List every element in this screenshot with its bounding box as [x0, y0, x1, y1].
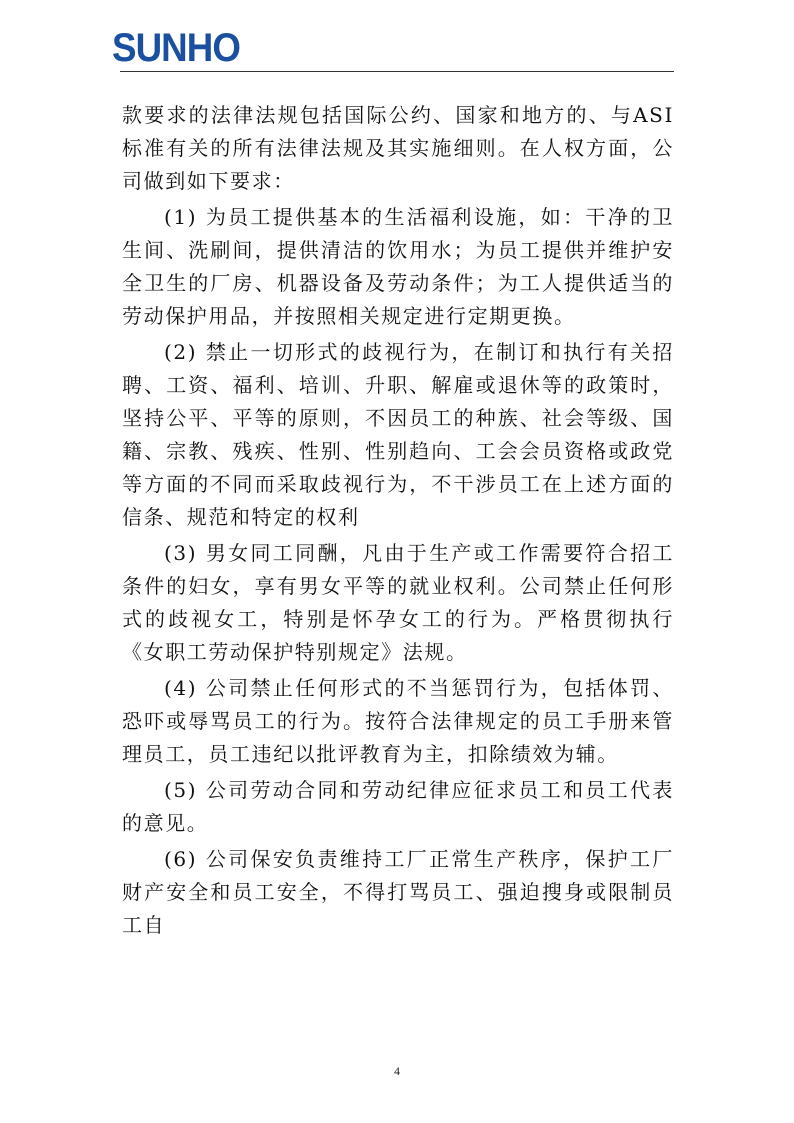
paragraph-intro: 款要求的法律法规包括国际公约、国家和地方的、与ASI标准有关的所有法律法规及其实施细则。在人权方面，公司做到如下要求： [122, 103, 674, 193]
paragraph-item-3: (3) 男女同工同酬，凡由于生产或工作需要符合招工条件的妇女，享有男女平等的就业权利。公司禁止任何形式的歧视女工，特别是怀孕女工的行为。严格贯彻执行《女职工劳动保护特别规定》法规。 [122, 541, 674, 664]
paragraph-item-2: (2) 禁止一切形式的歧视行为，在制订和执行有关招聘、工资、福利、培训、升职、解雇或退休等的政策时，坚持公平、平等的原则，不因员工的种族、社会等级、国籍、宗教、残疾、性别、性别趋向、工会会员资格或政党等方面的不同而采取歧视行为，不干涉员工在上述方面的信条、规范和特定的权利 [122, 340, 674, 529]
paragraph-item-4: (4) 公司禁止任何形式的不当惩罚行为，包括体罚、恐吓或辱骂员工的行为。按符合法律规定的员工手册来管理员工，员工违纪以批评教育为主，扣除绩效为辅。 [122, 676, 674, 766]
document-body [122, 99, 674, 945]
page-header [0, 0, 794, 80]
paragraph-item-5: (5) 公司劳动合同和劳动纪律应征求员工和员工代表的意见。 [122, 778, 674, 835]
sunho-logo [112, 26, 242, 66]
paragraph-item-1: (1) 为员工提供基本的生活福利设施，如：干净的卫生间、洗刷间，提供清洁的饮用水；为员工提供并维护安全卫生的厂房、机器设备及劳动条件；为工人提供适当的劳动保护用品，并按照相关规定进行定期更换。 [122, 205, 674, 328]
paragraph-item-6: (6) 公司保安负责维持工厂正常生产秩序，保护工厂财产安全和员工安全，不得打骂员工、强迫搜身或限制员工自 [122, 847, 674, 937]
page-number: 4 [394, 1064, 400, 1078]
logo-text: SUNHO [112, 26, 240, 66]
header-rule [120, 71, 674, 72]
